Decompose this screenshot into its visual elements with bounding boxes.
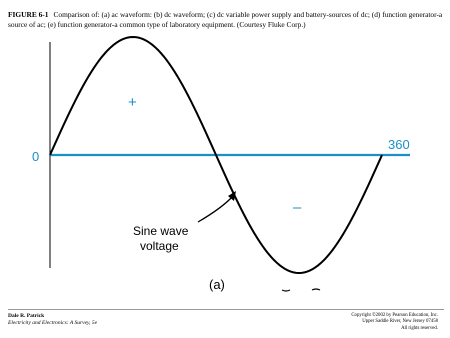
copyright-line-3: All rights reserved. xyxy=(401,325,438,331)
copyright-line-2: Upper Saddle River, New Jersey 07458 xyxy=(362,319,438,325)
footer-author: Dale R. Patrick xyxy=(8,313,45,319)
bottom-mark xyxy=(312,289,320,290)
positive-sign: + xyxy=(128,94,137,111)
copyright-line-1: Copyright ©2002 by Pearson Education, Inc. xyxy=(351,313,438,318)
annotation-label-line1: Sine wave xyxy=(133,224,189,238)
footer-book-title: Electricity and Electronics: A Survey, 5e xyxy=(8,320,98,326)
footer-copyright xyxy=(351,313,438,332)
annotation-label-line2: voltage xyxy=(140,239,179,253)
caption-text: Comparison of: (a) ac waveform: (b) dc waveform; (c) dc variable power supply and battery-sources of dc; (d) function generator-a source of ac; (e) function generator-a common type of laboratory equipment. (Courtesy Fluke Corp.) xyxy=(8,10,443,29)
zero-label: 0 xyxy=(32,149,40,164)
annotation-arrow xyxy=(198,196,233,222)
end-label: 360 xyxy=(388,137,410,152)
bottom-mark xyxy=(282,290,290,291)
negative-sign: – xyxy=(293,199,302,216)
footer-left xyxy=(8,313,97,327)
footer-divider xyxy=(8,309,444,310)
panel-label: (a) xyxy=(209,277,225,292)
figure-number: FIGURE 6-1 xyxy=(8,10,49,19)
